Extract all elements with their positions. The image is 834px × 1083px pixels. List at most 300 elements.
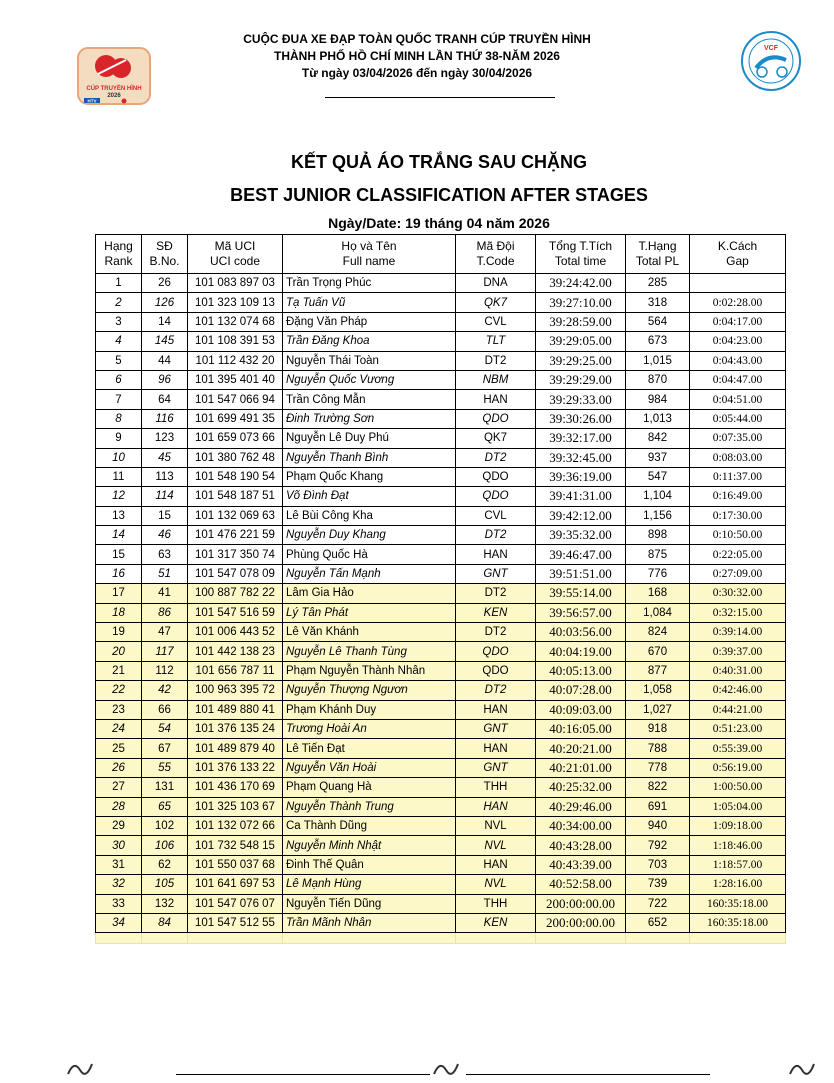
cell-name: Nguyễn Tấn Mạnh [283, 564, 456, 583]
cell-total-time: 39:29:05.00 [536, 332, 626, 351]
cell-gap: 0:51:23.00 [690, 719, 786, 738]
table-row [96, 467, 786, 486]
cell-uci: 101 132 072 66 [188, 816, 283, 835]
cell-bib: 15 [142, 506, 188, 525]
cell-total-time: 40:09:03.00 [536, 700, 626, 719]
cell-team: QDO [456, 467, 536, 486]
cell-uci: 101 656 787 11 [188, 661, 283, 680]
cell-uci: 101 547 076 07 [188, 894, 283, 913]
table-row [96, 623, 786, 642]
cell-rank: 22 [96, 681, 142, 700]
column-label-en: Total time [554, 254, 607, 268]
cell-team: QDO [456, 487, 536, 506]
cell-name: Võ Đình Đạt [283, 487, 456, 506]
cell-bib: 41 [142, 584, 188, 603]
cell-total-time: 40:43:39.00 [536, 855, 626, 874]
cell-gap: 0:42:46.00 [690, 681, 786, 700]
cell-uci: 101 376 135 24 [188, 719, 283, 738]
cell-gap: 0:55:39.00 [690, 739, 786, 758]
cell-team: QDO [456, 661, 536, 680]
table-row [96, 797, 786, 816]
cell-name: Nguyễn Duy Khang [283, 526, 456, 545]
cell-total-pl: 937 [626, 448, 690, 467]
cell-bib: 55 [142, 758, 188, 777]
cell-rank: 13 [96, 506, 142, 525]
cell-total-time: 39:29:29.00 [536, 370, 626, 389]
cell-rank: 7 [96, 390, 142, 409]
cell-total-time: 39:29:33.00 [536, 390, 626, 409]
column-label-vn: Họ và Tên [341, 239, 397, 253]
cell-total-time: 40:21:01.00 [536, 758, 626, 777]
cell-uci: 101 317 350 74 [188, 545, 283, 564]
cell-total-pl: 1,013 [626, 409, 690, 428]
column-header-team [456, 235, 536, 274]
cell-bib: 46 [142, 526, 188, 545]
column-label-vn: T.Hạng [638, 239, 677, 253]
cell-rank: 31 [96, 855, 142, 874]
cell-total-pl: 792 [626, 836, 690, 855]
cell-bib: 86 [142, 603, 188, 622]
cell-gap: 0:04:43.00 [690, 351, 786, 370]
cell-rank: 19 [96, 623, 142, 642]
cell-gap: 0:11:37.00 [690, 467, 786, 486]
cell-uci: 101 132 074 68 [188, 312, 283, 331]
cell-total-pl: 776 [626, 564, 690, 583]
cell-rank: 26 [96, 758, 142, 777]
cell-rank: 27 [96, 778, 142, 797]
cell-gap: 0:04:47.00 [690, 370, 786, 389]
footer-line-left [176, 1074, 430, 1075]
cell-uci: 101 442 138 23 [188, 642, 283, 661]
cell-total-time: 40:20:21.00 [536, 739, 626, 758]
cell-uci: 101 550 037 68 [188, 855, 283, 874]
column-header-uci [188, 235, 283, 274]
cell-total-pl: 822 [626, 778, 690, 797]
cell-total-time: 200:00:00.00 [536, 913, 626, 932]
column-header-rank [96, 235, 142, 274]
cell-total-time: 40:04:19.00 [536, 642, 626, 661]
column-label-en: UCI code [209, 254, 261, 268]
cell-team: THH [456, 778, 536, 797]
cell-total-time: 39:51:51.00 [536, 564, 626, 583]
cell-name: Nguyễn Minh Nhật [283, 836, 456, 855]
table-row [96, 816, 786, 835]
cell-total-pl: 703 [626, 855, 690, 874]
cell-team: HAN [456, 855, 536, 874]
cell-rank: 8 [96, 409, 142, 428]
column-label-en: Gap [726, 254, 749, 268]
cell-name: Lâm Gia Hảo [283, 584, 456, 603]
cell-gap: 0:17:30.00 [690, 506, 786, 525]
cell-team: TLT [456, 332, 536, 351]
table-row [96, 351, 786, 370]
cell-rank: 24 [96, 719, 142, 738]
cell-gap: 0:32:15.00 [690, 603, 786, 622]
cell-faded [283, 933, 456, 944]
cell-rank: 4 [96, 332, 142, 351]
table-row [96, 584, 786, 603]
svg-text:HTV: HTV [87, 98, 97, 104]
cell-gap: 1:09:18.00 [690, 816, 786, 835]
cell-uci: 101 436 170 69 [188, 778, 283, 797]
table-row [96, 564, 786, 583]
cell-gap: 0:08:03.00 [690, 448, 786, 467]
cell-bib: 116 [142, 409, 188, 428]
svg-text:2026: 2026 [107, 93, 121, 99]
footer-swirl-icon [64, 1058, 98, 1078]
cell-total-time: 39:24:42.00 [536, 274, 626, 293]
table-row-faded [96, 933, 786, 944]
cell-total-pl: 285 [626, 274, 690, 293]
cell-team: QK7 [456, 429, 536, 448]
cell-uci: 100 887 782 22 [188, 584, 283, 603]
cell-rank: 1 [96, 274, 142, 293]
cell-faded [142, 933, 188, 944]
table-row [96, 758, 786, 777]
column-header-bib [142, 235, 188, 274]
cell-name: Nguyễn Lê Duy Phú [283, 429, 456, 448]
cell-bib: 64 [142, 390, 188, 409]
cell-name: Đặng Văn Pháp [283, 312, 456, 331]
table-row [96, 487, 786, 506]
cell-rank: 34 [96, 913, 142, 932]
cell-uci: 101 325 103 67 [188, 797, 283, 816]
table-row [96, 409, 786, 428]
cell-team: GNT [456, 564, 536, 583]
cell-uci: 101 083 897 03 [188, 274, 283, 293]
table-row [96, 390, 786, 409]
cell-bib: 42 [142, 681, 188, 700]
cell-name: Lê Tiến Đạt [283, 739, 456, 758]
table-row [96, 506, 786, 525]
cell-uci: 101 548 187 51 [188, 487, 283, 506]
cell-name: Tạ Tuấn Vũ [283, 293, 456, 312]
cell-total-pl: 898 [626, 526, 690, 545]
cell-rank: 14 [96, 526, 142, 545]
cell-team: NVL [456, 875, 536, 894]
cell-rank: 10 [96, 448, 142, 467]
footer-line-right [466, 1074, 710, 1075]
cell-bib: 51 [142, 564, 188, 583]
cell-uci: 101 548 190 54 [188, 467, 283, 486]
cell-total-pl: 824 [626, 623, 690, 642]
cell-team: DT2 [456, 448, 536, 467]
table-header-row [96, 235, 786, 274]
cell-uci: 100 963 395 72 [188, 681, 283, 700]
cell-total-time: 39:56:57.00 [536, 603, 626, 622]
table-row [96, 429, 786, 448]
cell-rank: 17 [96, 584, 142, 603]
cell-name: Lý Tân Phát [283, 603, 456, 622]
cell-name: Đinh Thế Quân [283, 855, 456, 874]
cell-total-pl: 1,027 [626, 700, 690, 719]
cell-faded [188, 933, 283, 944]
cell-total-pl: 984 [626, 390, 690, 409]
cell-rank: 25 [96, 739, 142, 758]
cell-gap [690, 274, 786, 293]
cell-team: THH [456, 894, 536, 913]
table-row [96, 545, 786, 564]
cell-name: Phạm Quang Hà [283, 778, 456, 797]
cell-uci: 101 547 078 09 [188, 564, 283, 583]
cell-rank: 28 [96, 797, 142, 816]
cell-total-time: 40:07:28.00 [536, 681, 626, 700]
cell-name: Trần Mãnh Nhân [283, 913, 456, 932]
cell-uci: 101 476 221 59 [188, 526, 283, 545]
cell-uci: 101 699 491 35 [188, 409, 283, 428]
cell-uci: 101 547 516 59 [188, 603, 283, 622]
cell-gap: 1:18:46.00 [690, 836, 786, 855]
column-label-vn: K.Cách [717, 239, 758, 253]
cell-total-time: 39:29:25.00 [536, 351, 626, 370]
svg-text:VCF: VCF [764, 45, 778, 52]
cell-name: Nguyễn Văn Hoài [283, 758, 456, 777]
cell-bib: 62 [142, 855, 188, 874]
cell-team: HAN [456, 797, 536, 816]
cell-bib: 114 [142, 487, 188, 506]
cell-bib: 145 [142, 332, 188, 351]
cell-gap: 160:35:18.00 [690, 894, 786, 913]
cell-total-time: 40:05:13.00 [536, 661, 626, 680]
table-row [96, 603, 786, 622]
cell-gap: 0:44:21.00 [690, 700, 786, 719]
cell-name: Nguyễn Thượng Ngươn [283, 681, 456, 700]
cell-rank: 20 [96, 642, 142, 661]
cell-bib: 113 [142, 467, 188, 486]
cell-team: NVL [456, 836, 536, 855]
cell-name: Nguyễn Lê Thanh Tùng [283, 642, 456, 661]
cell-team: HAN [456, 739, 536, 758]
cell-rank: 12 [96, 487, 142, 506]
cell-total-pl: 1,156 [626, 506, 690, 525]
cell-uci: 101 006 443 52 [188, 623, 283, 642]
cell-total-time: 39:30:26.00 [536, 409, 626, 428]
cell-name: Lê Văn Khánh [283, 623, 456, 642]
column-label-vn: SĐ [156, 239, 173, 253]
cell-team: KEN [456, 603, 536, 622]
cell-bib: 112 [142, 661, 188, 680]
cell-total-pl: 691 [626, 797, 690, 816]
cell-name: Phạm Khánh Duy [283, 700, 456, 719]
cell-total-pl: 670 [626, 642, 690, 661]
cell-total-time: 39:32:45.00 [536, 448, 626, 467]
cell-rank: 2 [96, 293, 142, 312]
cell-rank: 6 [96, 370, 142, 389]
cell-rank: 29 [96, 816, 142, 835]
cell-name: Phạm Nguyễn Thành Nhân [283, 661, 456, 680]
cell-gap: 0:07:35.00 [690, 429, 786, 448]
cell-gap: 160:35:18.00 [690, 913, 786, 932]
cell-gap: 0:04:23.00 [690, 332, 786, 351]
table-row [96, 642, 786, 661]
cell-name: Lê Bùi Công Kha [283, 506, 456, 525]
column-label-vn: Mã UCI [214, 239, 256, 253]
cell-rank: 9 [96, 429, 142, 448]
table-row [96, 894, 786, 913]
cell-rank: 18 [96, 603, 142, 622]
event-dates: Từ ngày 03/04/2026 đến ngày 30/04/2026 [301, 66, 533, 80]
cell-bib: 47 [142, 623, 188, 642]
cell-total-time: 40:43:28.00 [536, 836, 626, 855]
cell-total-pl: 842 [626, 429, 690, 448]
table-row [96, 719, 786, 738]
cell-team: DT2 [456, 584, 536, 603]
cell-name: Nguyễn Thái Toàn [283, 351, 456, 370]
cell-total-pl: 870 [626, 370, 690, 389]
table-row [96, 913, 786, 932]
cell-rank: 15 [96, 545, 142, 564]
footer-swirl-icon [430, 1058, 464, 1078]
column-label-en: Total PL [635, 254, 680, 268]
cell-total-time: 39:55:14.00 [536, 584, 626, 603]
table-row [96, 293, 786, 312]
cell-faded [456, 933, 536, 944]
cell-bib: 84 [142, 913, 188, 932]
cell-team: NVL [456, 816, 536, 835]
svg-text:CÚP TRUYỀN HÌNH: CÚP TRUYỀN HÌNH [86, 86, 142, 92]
cell-name: Trần Công Mẫn [283, 390, 456, 409]
cell-faded [690, 933, 786, 944]
cell-uci: 101 659 073 66 [188, 429, 283, 448]
cell-total-pl: 318 [626, 293, 690, 312]
cell-bib: 126 [142, 293, 188, 312]
cell-total-time: 40:29:46.00 [536, 797, 626, 816]
cell-total-pl: 673 [626, 332, 690, 351]
cell-gap: 1:05:04.00 [690, 797, 786, 816]
cell-total-pl: 778 [626, 758, 690, 777]
cell-total-pl: 547 [626, 467, 690, 486]
cell-gap: 1:00:50.00 [690, 778, 786, 797]
cell-uci: 101 112 432 20 [188, 351, 283, 370]
column-label-en: Full name [342, 254, 396, 268]
cell-total-time: 40:03:56.00 [536, 623, 626, 642]
cell-rank: 5 [96, 351, 142, 370]
cell-bib: 45 [142, 448, 188, 467]
cell-total-time: 40:16:05.00 [536, 719, 626, 738]
column-header-gap [690, 235, 786, 274]
cell-gap: 0:04:17.00 [690, 312, 786, 331]
cell-total-pl: 722 [626, 894, 690, 913]
cell-faded [536, 933, 626, 944]
column-label-en: T.Code [476, 254, 515, 268]
cell-bib: 26 [142, 274, 188, 293]
cell-total-pl: 1,104 [626, 487, 690, 506]
cell-total-time: 40:34:00.00 [536, 816, 626, 835]
cell-total-time: 39:41:31.00 [536, 487, 626, 506]
cell-gap: 0:04:51.00 [690, 390, 786, 409]
cell-total-pl: 564 [626, 312, 690, 331]
cell-rank: 30 [96, 836, 142, 855]
cell-name: Nguyễn Thành Trung [283, 797, 456, 816]
cell-total-pl: 875 [626, 545, 690, 564]
cell-gap: 0:56:19.00 [690, 758, 786, 777]
cell-bib: 123 [142, 429, 188, 448]
table-row [96, 661, 786, 680]
cell-bib: 14 [142, 312, 188, 331]
cell-gap: 0:02:28.00 [690, 293, 786, 312]
cell-uci: 101 395 401 40 [188, 370, 283, 389]
column-label-en: Rank [104, 254, 133, 268]
table-row [96, 332, 786, 351]
cell-bib: 102 [142, 816, 188, 835]
table-row [96, 855, 786, 874]
cell-team: NBM [456, 370, 536, 389]
cell-total-time: 39:36:19.00 [536, 467, 626, 486]
cell-name: Trần Đăng Khoa [283, 332, 456, 351]
cell-bib: 63 [142, 545, 188, 564]
table-body [96, 274, 786, 944]
cell-total-pl: 788 [626, 739, 690, 758]
cell-total-time: 39:42:12.00 [536, 506, 626, 525]
cell-total-time: 40:25:32.00 [536, 778, 626, 797]
table-row [96, 274, 786, 293]
cell-total-time: 40:52:58.00 [536, 875, 626, 894]
cell-rank: 32 [96, 875, 142, 894]
cell-gap: 0:39:14.00 [690, 623, 786, 642]
cell-total-time: 39:28:59.00 [536, 312, 626, 331]
cell-uci: 101 641 697 53 [188, 875, 283, 894]
cell-uci: 101 732 548 15 [188, 836, 283, 855]
cell-gap: 0:40:31.00 [690, 661, 786, 680]
cell-faded [626, 933, 690, 944]
cell-bib: 54 [142, 719, 188, 738]
cell-team: HAN [456, 700, 536, 719]
table-row [96, 836, 786, 855]
cell-gap: 0:10:50.00 [690, 526, 786, 545]
cell-gap: 0:22:05.00 [690, 545, 786, 564]
table-row [96, 312, 786, 331]
cell-uci: 101 376 133 22 [188, 758, 283, 777]
table-row [96, 875, 786, 894]
table-row [96, 778, 786, 797]
cell-name: Lê Mạnh Hùng [283, 875, 456, 894]
cell-rank: 11 [96, 467, 142, 486]
results-table [95, 234, 786, 944]
cell-team: HAN [456, 390, 536, 409]
cell-total-pl: 652 [626, 913, 690, 932]
cell-team: DT2 [456, 526, 536, 545]
cell-name: Nguyễn Quốc Vương [283, 370, 456, 389]
cell-bib: 105 [142, 875, 188, 894]
header-divider [325, 97, 555, 98]
cell-bib: 96 [142, 370, 188, 389]
table-row [96, 739, 786, 758]
cell-team: QK7 [456, 293, 536, 312]
table-row [96, 526, 786, 545]
event-title-line1: CUỘC ĐUA XE ĐẠP TOÀN QUỐC TRANH CÚP TRUYỀN HÌNH [243, 32, 591, 46]
cell-name: Nguyễn Thanh Bình [283, 448, 456, 467]
cell-team: CVL [456, 312, 536, 331]
cell-rank: 23 [96, 700, 142, 719]
cell-uci: 101 132 069 63 [188, 506, 283, 525]
cell-bib: 66 [142, 700, 188, 719]
cell-total-time: 39:27:10.00 [536, 293, 626, 312]
cell-name: Nguyễn Tiến Dũng [283, 894, 456, 913]
column-label-vn: Tổng T.Tích [548, 239, 613, 253]
cell-total-pl: 739 [626, 875, 690, 894]
cell-total-pl: 1,084 [626, 603, 690, 622]
report-date: Ngày/Date: 19 tháng 04 năm 2026 [328, 215, 550, 231]
cell-total-pl: 918 [626, 719, 690, 738]
cell-name: Ca Thành Dũng [283, 816, 456, 835]
cell-name: Trần Trọng Phúc [283, 274, 456, 293]
cell-uci: 101 489 879 40 [188, 739, 283, 758]
cell-team: QDO [456, 642, 536, 661]
cell-team: DNA [456, 274, 536, 293]
table-row [96, 681, 786, 700]
cell-team: GNT [456, 719, 536, 738]
cell-bib: 67 [142, 739, 188, 758]
